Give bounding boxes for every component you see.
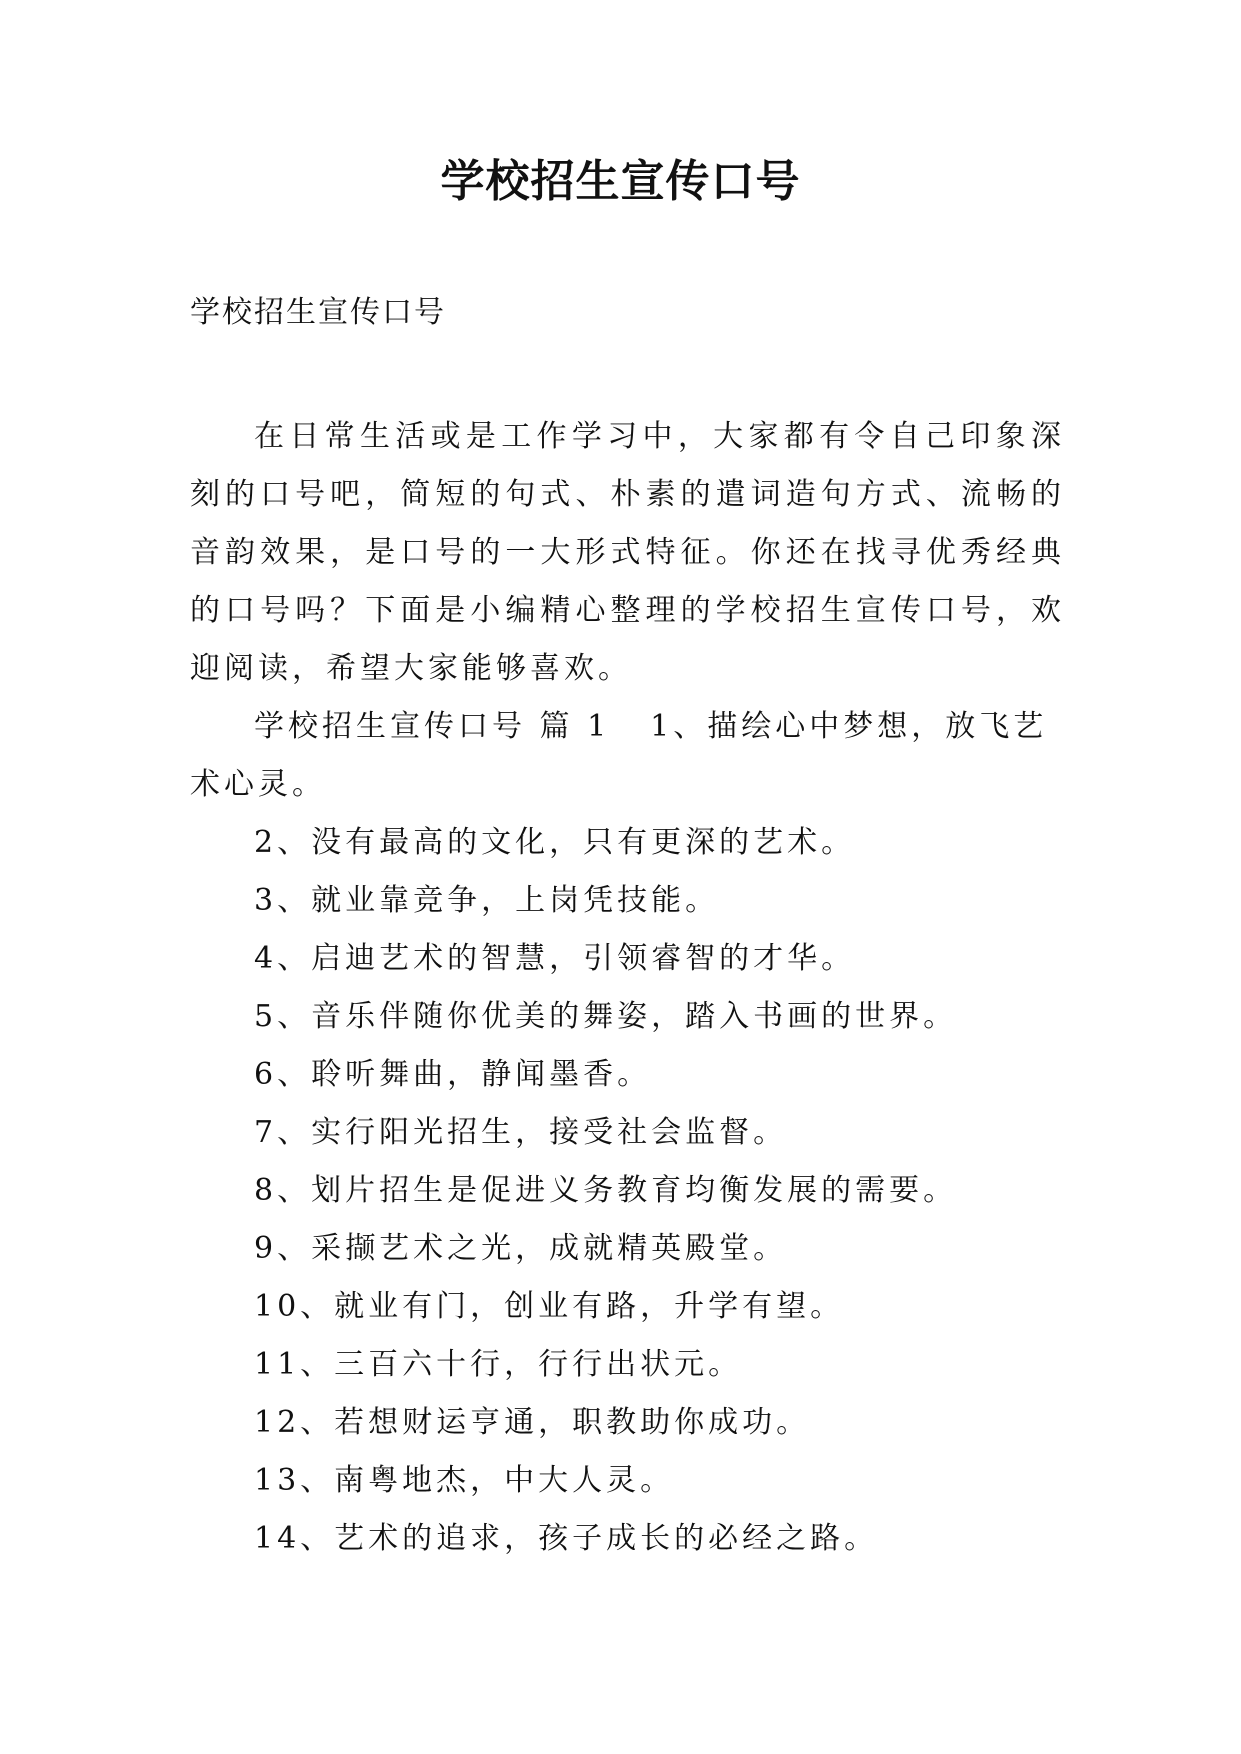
document-body xyxy=(190,408,1065,1568)
list-item: 14、艺术的追求，孩子成长的必经之路。 xyxy=(254,1521,879,1556)
slogan-list xyxy=(190,814,1065,1568)
list-item: 7、实行阳光招生，接受社会监督。 xyxy=(254,1115,788,1150)
list-item: 4、启迪艺术的智慧，引领睿智的才华。 xyxy=(254,941,856,976)
list-item: 11、三百六十行，行行出状元。 xyxy=(254,1347,743,1382)
list-item: 5、音乐伴随你优美的舞姿，踏入书画的世界。 xyxy=(254,999,958,1034)
first-slogan: 1、描绘心中梦想，放飞艺术心灵。 xyxy=(190,709,1048,802)
list-item: 8、划片招生是促进义务教育均衡发展的需要。 xyxy=(254,1173,958,1208)
intro-paragraph: 在日常生活或是工作学习中，大家都有令自己印象深刻的口号吧，简短的句式、朴素的遣词造句方式、流畅的音韵效果，是口号的一大形式特征。你还在找寻优秀经典的口号吗？下面是小编精心整理的学校招生宣传口号，欢迎阅读，希望大家能够喜欢。 xyxy=(190,419,1065,686)
list-item: 3、就业靠竞争，上岗凭技能。 xyxy=(254,883,720,918)
list-item: 6、聆听舞曲，静闻墨香。 xyxy=(254,1057,652,1092)
list-item: 10、就业有门，创业有路，升学有望。 xyxy=(254,1289,845,1324)
section-first-line xyxy=(190,698,1065,814)
list-item: 9、采撷艺术之光，成就精英殿堂。 xyxy=(254,1231,788,1266)
section-heading: 学校招生宣传口号 篇 1 xyxy=(254,709,611,744)
document-title: 学校招生宣传口号 xyxy=(440,156,801,207)
list-item: 13、南粤地杰，中大人灵。 xyxy=(254,1463,675,1498)
document-subtitle: 学校招生宣传口号 xyxy=(190,295,446,330)
list-item: 12、若想财运亨通，职教助你成功。 xyxy=(254,1405,811,1440)
list-item: 2、没有最高的文化，只有更深的艺术。 xyxy=(254,825,856,860)
